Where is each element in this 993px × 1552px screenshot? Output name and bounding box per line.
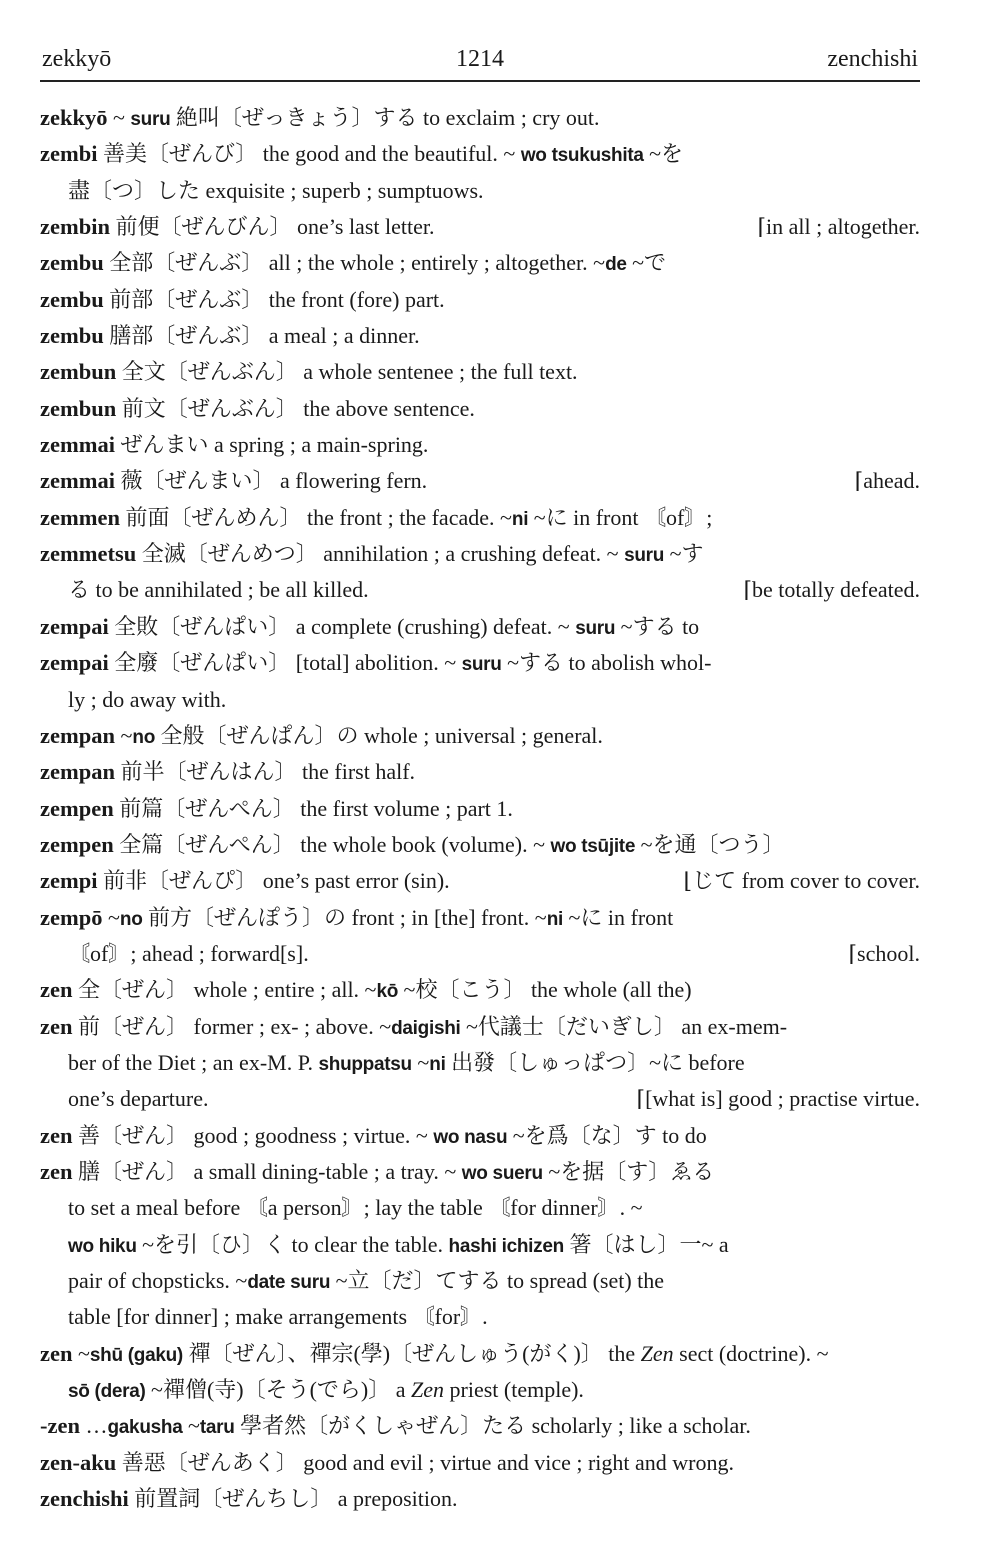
headword: zemmetsu bbox=[40, 541, 137, 567]
header-right-guideword: zenchishi bbox=[827, 46, 918, 72]
entry-text: 善〔ぜん〕 good ; goodness ; virtue. ~ bbox=[72, 1122, 434, 1148]
romaji-phrase: wo tsukushita bbox=[520, 145, 644, 167]
entry-line bbox=[40, 827, 920, 863]
headword: zempi bbox=[40, 868, 98, 894]
entry-text: ~に in front 〘of〙; bbox=[528, 504, 713, 530]
runover-text: ⌊じて from cover to cover. bbox=[683, 868, 920, 894]
entry-text: 膳部〔ぜんぶ〕 a meal ; a dinner. bbox=[103, 323, 420, 349]
entry-line bbox=[40, 354, 920, 390]
entry-text: ぜんまい a spring ; a main-spring. bbox=[114, 432, 429, 458]
runover-text: ⌈[what is] good ; practise virtue. bbox=[636, 1086, 920, 1112]
entry-line bbox=[40, 318, 920, 354]
runover-text: ⌈be totally defeated. bbox=[743, 577, 920, 603]
romaji-phrase: suru bbox=[624, 545, 665, 567]
dictionary-page bbox=[40, 40, 920, 1530]
romaji-phrase: shū (gaku) bbox=[89, 1344, 183, 1366]
entry-line bbox=[40, 1445, 920, 1481]
entry-text: ~立〔だ〕てする to spread (set) the bbox=[330, 1268, 665, 1293]
runover-text: ⌈ahead. bbox=[854, 468, 920, 494]
entry-text: priest (temple). bbox=[444, 1377, 584, 1403]
runover-text: ⌈school. bbox=[848, 940, 920, 966]
entry-line bbox=[40, 609, 920, 645]
entry-line bbox=[40, 536, 920, 572]
entry-text: 絶叫〔ぜっきょう〕する to exclaim ; cry out. bbox=[170, 105, 600, 130]
romaji-phrase: kō bbox=[376, 981, 399, 1003]
entry-text: 全篇〔ぜんぺん〕 the whole book (volume). ~ bbox=[113, 831, 551, 857]
headword: zen bbox=[40, 977, 73, 1003]
entry-line bbox=[40, 791, 920, 827]
headword: zenchishi bbox=[40, 1486, 129, 1512]
entry-text: 全般〔ぜんぱん〕の whole ; universal ; general. bbox=[155, 722, 603, 748]
headword: zembi bbox=[40, 141, 98, 167]
romaji-phrase: de bbox=[605, 254, 627, 276]
entry-line bbox=[40, 1336, 920, 1372]
headword: zempen bbox=[40, 795, 114, 821]
entry-continuation-line bbox=[40, 572, 920, 608]
entry-line bbox=[40, 863, 920, 899]
runover-text: ⌈in all ; altogether. bbox=[757, 214, 920, 240]
headword: zembun bbox=[40, 395, 117, 421]
entry-line bbox=[40, 1009, 920, 1045]
entry-text: 盡〔つ〕した exquisite ; superb ; sumptuows. bbox=[68, 177, 484, 203]
entry-text: 前文〔ぜんぶん〕 the above sentence. bbox=[116, 395, 475, 421]
entry-text: 前半〔ぜんはん〕 the first half. bbox=[115, 759, 416, 785]
headword: zen bbox=[40, 1158, 73, 1184]
entry-text: table [for dinner] ; make arrangements 〘for〙. bbox=[68, 1304, 488, 1330]
entry-text: one’s departure. bbox=[68, 1086, 209, 1112]
entry-text: 薇〔ぜんまい〕 a flowering fern. bbox=[114, 468, 428, 494]
entry-continuation-line bbox=[40, 1227, 920, 1263]
entry-line bbox=[40, 1481, 920, 1517]
entry-line bbox=[40, 500, 920, 536]
entry-text: ~ bbox=[107, 105, 131, 130]
headword: zen bbox=[40, 1013, 73, 1039]
romaji-phrase: taru bbox=[199, 1417, 235, 1439]
headword: zekkyō bbox=[40, 105, 108, 130]
entry-text: ~する to bbox=[615, 613, 700, 639]
headword: zemmen bbox=[40, 504, 120, 530]
headword: zembun bbox=[40, 359, 117, 385]
romaji-phrase: wo hiku bbox=[68, 1235, 137, 1257]
romaji-phrase: date suru bbox=[247, 1272, 331, 1293]
entry-text: ~を引〔ひ〕く to clear the table. bbox=[136, 1231, 449, 1257]
romaji-phrase: suru bbox=[130, 109, 171, 130]
entry-text: … bbox=[79, 1413, 108, 1439]
entry-text: 學者然〔がくしゃぜん〕たる scholarly ; like a scholar. bbox=[234, 1413, 751, 1439]
entry-continuation-line bbox=[40, 173, 920, 209]
entry-text: 前面〔ぜんめん〕 the front ; the facade. ~ bbox=[119, 504, 512, 530]
romaji-phrase: suru bbox=[461, 654, 502, 676]
entry-text: ~に in front bbox=[563, 904, 674, 930]
entry-text: 全文〔ぜんぶん〕 a whole sentenee ; the full text. bbox=[116, 359, 578, 385]
romaji-phrase: daigishi bbox=[391, 1017, 461, 1039]
entry-line bbox=[40, 972, 920, 1008]
entry-line bbox=[40, 282, 920, 318]
romaji-phrase: no bbox=[119, 908, 143, 930]
entry-line bbox=[40, 136, 920, 172]
entry-text: ~ bbox=[102, 904, 120, 930]
entry-text: 前篇〔ぜんぺん〕 the first volume ; part 1. bbox=[113, 795, 513, 821]
entry-line bbox=[40, 900, 920, 936]
entry-text: ~を通〔つう〕 bbox=[635, 831, 785, 857]
entry-text: ~ bbox=[115, 722, 133, 748]
romaji-phrase: ni bbox=[546, 908, 563, 930]
headword: zemmai bbox=[40, 432, 115, 458]
entry-line bbox=[40, 100, 920, 136]
entry-text: ~ bbox=[72, 1340, 90, 1366]
headword: zemmai bbox=[40, 468, 115, 494]
entry-text: 善美〔ぜんび〕 the good and the beautiful. ~ bbox=[97, 141, 521, 167]
entry-continuation-line bbox=[40, 1299, 920, 1335]
headword: zembin bbox=[40, 214, 110, 240]
headword: zempai bbox=[40, 650, 109, 676]
page-header bbox=[40, 40, 920, 82]
headword: zembu bbox=[40, 250, 104, 276]
entry-text: る to be annihilated ; be all killed. bbox=[68, 577, 369, 603]
entry-text: ~する to abolish whol- bbox=[501, 650, 712, 676]
entry-continuation-line bbox=[40, 1081, 920, 1117]
entry-text: ber of the Diet ; an ex-M. P. bbox=[68, 1049, 319, 1075]
romaji-phrase: ni bbox=[429, 1053, 446, 1075]
entry-text: 膳〔ぜん〕 a small dining-table ; a tray. ~ bbox=[72, 1158, 462, 1184]
entry-text: 箸〔はし〕一~ a bbox=[563, 1231, 729, 1257]
entry-text: pair of chopsticks. ~ bbox=[68, 1268, 248, 1293]
entry-text: Zen bbox=[411, 1377, 445, 1403]
headword: zen-aku bbox=[40, 1449, 117, 1475]
entry-line bbox=[40, 463, 920, 499]
entry-text: 前〔ぜん〕 former ; ex- ; above. ~ bbox=[72, 1013, 392, 1039]
entry-text: ~を据〔す〕ゑる bbox=[542, 1158, 715, 1184]
entry-line bbox=[40, 209, 920, 245]
entry-line bbox=[40, 754, 920, 790]
entry-text: ly ; do away with. bbox=[68, 686, 227, 712]
entry-line bbox=[40, 1118, 920, 1154]
entry-line bbox=[40, 245, 920, 281]
entry-text: ~を爲〔な〕す to do bbox=[507, 1122, 707, 1148]
entry-text: ~ bbox=[182, 1413, 200, 1439]
entry-line bbox=[40, 718, 920, 754]
entry-text: ~禪僧(寺)〔そう(でら)〕 a bbox=[145, 1377, 412, 1403]
entry-text: 前方〔ぜんぽう〕の front ; in [the] front. ~ bbox=[142, 904, 547, 930]
romaji-phrase: gakusha bbox=[107, 1417, 183, 1439]
headword: zen bbox=[40, 1122, 73, 1148]
entry-line bbox=[40, 391, 920, 427]
romaji-phrase: ni bbox=[511, 508, 529, 530]
romaji-phrase: no bbox=[132, 726, 156, 748]
headword: zempō bbox=[40, 904, 103, 930]
entry-line bbox=[40, 1408, 920, 1444]
entry-text: 前便〔ぜんびん〕 one’s last letter. bbox=[110, 214, 435, 240]
headword: zempan bbox=[40, 722, 115, 748]
entry-continuation-line bbox=[40, 1263, 920, 1299]
entry-continuation-line bbox=[40, 1190, 920, 1226]
entry-continuation-line bbox=[40, 936, 920, 972]
entry-text: 全〔ぜん〕 whole ; entire ; all. ~ bbox=[72, 977, 377, 1003]
entry-text: ~で bbox=[626, 250, 667, 276]
headword: zempen bbox=[40, 831, 114, 857]
headword: zempan bbox=[40, 759, 115, 785]
entry-text: 〘of〙; ahead ; forward[s]. bbox=[68, 940, 309, 966]
entry-text: 前置詞〔ぜんちし〕 a preposition. bbox=[128, 1486, 458, 1512]
entry-text: ~す bbox=[664, 541, 704, 567]
entry-text: ~校〔こう〕 the whole (all the) bbox=[398, 977, 692, 1003]
romaji-phrase: wo nasu bbox=[433, 1126, 508, 1148]
entry-text: ~を bbox=[643, 141, 684, 167]
entry-text: 前部〔ぜんぶ〕 the front (fore) part. bbox=[103, 286, 445, 312]
entry-text: 全部〔ぜんぶ〕 all ; the whole ; entirely ; altogether. ~ bbox=[103, 250, 606, 276]
romaji-phrase: hashi ichizen bbox=[448, 1235, 564, 1257]
entry-text: Zen bbox=[640, 1340, 674, 1366]
headword: zen bbox=[40, 1340, 73, 1366]
entry-continuation-line bbox=[40, 1045, 920, 1081]
romaji-phrase: wo sueru bbox=[461, 1162, 543, 1184]
entry-text: ~代議士〔だいぎし〕 an ex-mem- bbox=[460, 1013, 788, 1039]
entry-text: 善惡〔ぜんあく〕 good and evil ; virtue and vice ; right and wrong. bbox=[116, 1449, 734, 1475]
entry-text: 前非〔ぜんぴ〕 one’s past error (sin). bbox=[97, 868, 450, 894]
headword: -zen bbox=[40, 1413, 80, 1439]
entry-line bbox=[40, 645, 920, 681]
entry-text: 全廢〔ぜんぱい〕 [total] abolition. ~ bbox=[108, 650, 462, 676]
entry-continuation-line bbox=[40, 1372, 920, 1408]
entry-text: ~ bbox=[411, 1049, 430, 1075]
romaji-phrase: sō (dera) bbox=[68, 1381, 146, 1403]
dictionary-entries bbox=[40, 100, 920, 1517]
entry-line bbox=[40, 427, 920, 463]
entry-line bbox=[40, 1154, 920, 1190]
headword: zembu bbox=[40, 286, 104, 312]
entry-text: to set a meal before 〘a person〙; lay the table 〘for dinner〙. ~ bbox=[68, 1195, 643, 1221]
entry-continuation-line bbox=[40, 682, 920, 718]
entry-text: 全敗〔ぜんぱい〕 a complete (crushing) defeat. ~ bbox=[108, 613, 576, 639]
page-number: 1214 bbox=[456, 46, 504, 72]
headword: zempai bbox=[40, 613, 109, 639]
entry-text: sect (doctrine). ~ bbox=[673, 1340, 829, 1366]
entry-text: 禪〔ぜん〕、禪宗(學)〔ぜんしゅう(がく)〕 the bbox=[182, 1340, 641, 1366]
entry-text: 出發〔しゅっぱつ〕~に before bbox=[445, 1049, 745, 1075]
header-left-guideword: zekkyō bbox=[42, 46, 112, 72]
entry-text: 全滅〔ぜんめつ〕 annihilation ; a crushing defeat. ~ bbox=[136, 541, 625, 567]
romaji-phrase: suru bbox=[575, 617, 616, 639]
headword: zembu bbox=[40, 323, 104, 349]
romaji-phrase: wo tsūjite bbox=[550, 835, 636, 857]
romaji-phrase: shuppatsu bbox=[318, 1053, 412, 1075]
